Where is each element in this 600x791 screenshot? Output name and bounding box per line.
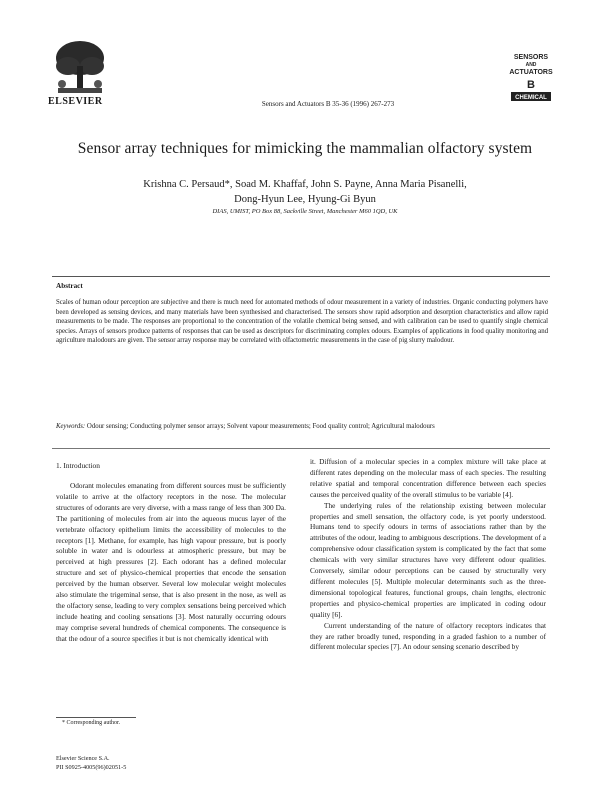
left-column: [56, 481, 286, 645]
authors-line-1: Krishna C. Persaud*, Soad M. Khaffaf, John S. Payne, Anna Maria Pisanelli,: [143, 179, 467, 190]
keywords-text: Odour sensing; Conducting polymer sensor arrays; Solvent vapour measurements; Food quality control; Agricultural malodours: [86, 423, 435, 430]
paragraph: it. Diffusion of a molecular species in a complex mixture will take place at different rates depending on the molecular mass of each species. The resulting relative spatial and temporal concentration difference between each species causes the perceived quality of the overall stimulus to be variable [4].: [310, 457, 546, 499]
footnote-corresponding-author: * Corresponding author.: [62, 720, 121, 726]
paper-title: Sensor array techniques for mimicking the mammalian olfactory system: [77, 140, 533, 157]
journal-logo: [508, 48, 554, 108]
paragraph: Odorant molecules emanating from different sources must be sufficiently volatile to arrive at the olfactory receptors in the nose. The molecular structures of odorants are very diverse, with a mass range of less than 300 Da. The partitioning of molecules from air into the aqueous mucus layer of the vertebrate olfactory epithelium limits the accessibility of molecules to the receptors [1]. Methane, for example, has high vapour pressure, but is poorly soluble in water and is odourless at atmospheric pressure, but may be perceived at high pressures [2]. Each odorant has a defined molecular structure and set of physico-chemical properties that encode the sensation perceived by the human observer. Several low molecular weight molecules also stimulate the trigeminal sense, that is also present in the nose, as well as the olfactory sense, leading to very complex sensations being perceived which include heating and cooling sensations [3]. Most naturally occurring odours may comprise several hundreds of chemical components. The consequence is that the odour of a source specifies it but is not chemically identical with: [56, 481, 286, 643]
journal-logo-line-5: CHEMICAL: [515, 95, 547, 101]
footnote-rule: [56, 717, 136, 718]
keywords: [56, 422, 548, 432]
abstract-text: Scales of human odour perception are subjective and there is much need for automated methods of odour measurement in a variety of industries. Organic conducting polymers have been developed as sensing devices, and many materials have been synthesised and characterised. The sensors show rapid adsorption and desorption characteristics and allow rapid measurements to be made. The responses are proportional to the concentration of the volatile chemical being sensed, and with calibration can be used to quantify single chemical species. Arrays of sensors produce patterns of responses that can be used as descriptors for discriminating complex odours. Examples of applications in food quality monitoring and agriculture malodours are given. The sensor array response may be correlated with olfactometric measurements in the case of pig slurry malodour.: [56, 299, 548, 345]
pii-identifier: PII S0925-4005(96)02051-5: [56, 764, 127, 771]
elsevier-wordmark: ELSEVIER: [48, 96, 103, 107]
publisher-info: [56, 754, 126, 772]
abstract-top-rule: [52, 276, 550, 277]
journal-logo-line-3: ACTUATORS: [509, 69, 553, 76]
section-heading-introduction: 1. Introduction: [56, 461, 100, 470]
publisher-name: Elsevier Science S.A.: [56, 755, 110, 762]
journal-logo-line-2: AND: [525, 62, 537, 68]
authors: [100, 177, 510, 207]
abstract-heading: Abstract: [56, 282, 83, 290]
affiliation: DIAS, UMIST, PO Box 88, Sackville Street, Manchester M60 1QD, UK: [212, 208, 398, 215]
journal-logo-line-4: B: [527, 79, 535, 91]
elsevier-tree-logo: [50, 38, 110, 98]
keywords-label: Keywords:: [56, 423, 86, 430]
journal-logo-line-1: SENSORS: [513, 54, 549, 61]
right-column: [310, 457, 546, 653]
paragraph: Current understanding of the nature of olfactory receptors indicates that they are rather broadly tuned, responding in a graded fashion to a number of different molecular species [7]. An odour sensing scenario described by: [310, 620, 546, 652]
abstract-bottom-rule: [52, 448, 550, 449]
paragraph: The underlying rules of the relationship existing between molecular properties and smell sensation, the olfactory code, is yet poorly understood. Humans tend to specify odours in terms of associations rather than by the attributes of the odour, leading to ambiguous descriptions. The development of a comprehensive odour classification system is complicated by the fact that some chemicals with very similar structures have very different odour qualities. Conversely, similar odour perceptions can be caused by structurally very different molecules [5]. Multiple molecular determinants such as the three-dimensional topological features, functional groups, chain lengths, electronic properties and physico-chemical properties are implicated in coding odour quality [6].: [310, 500, 546, 619]
authors-line-2: Dong-Hyun Lee, Hyung-Gi Byun: [234, 194, 376, 205]
journal-citation: Sensors and Actuators B 35-36 (1996) 267-273: [261, 100, 395, 108]
